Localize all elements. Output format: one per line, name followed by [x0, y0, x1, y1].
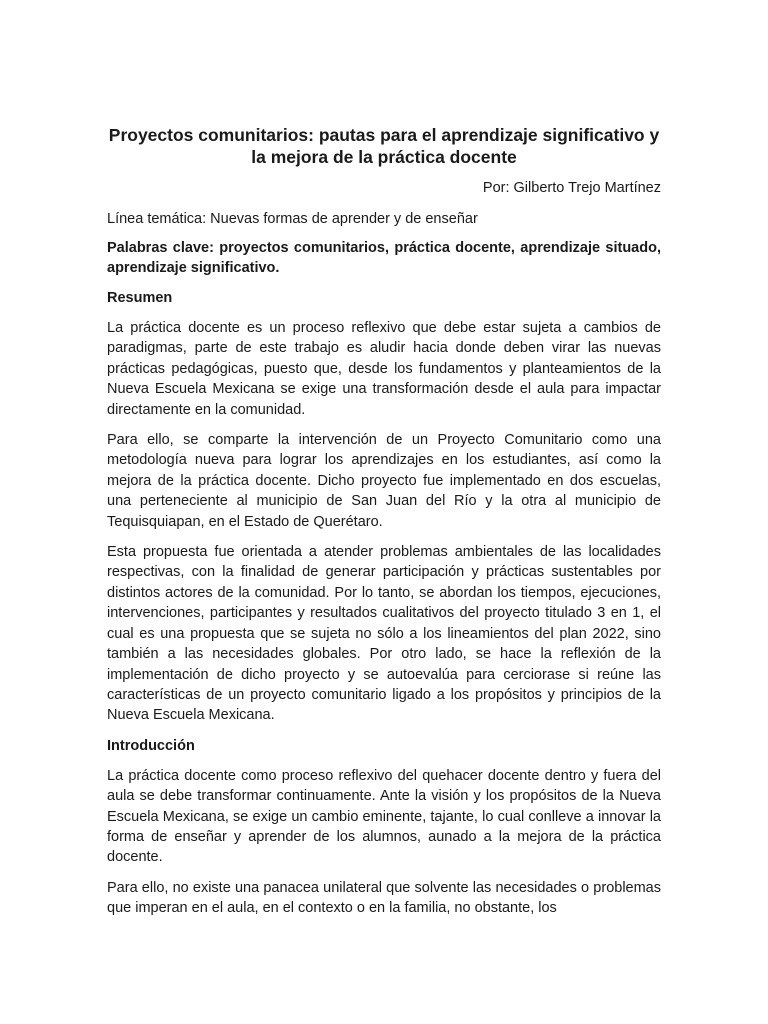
resumen-paragraph: Esta propuesta fue orientada a atender problemas ambientales de las localidades respectivas, con la finalidad de generar participación y prácticas sustentables por distintos actores de la comunidad. Por lo tanto, se abordan los tiempos, ejecuciones, intervenciones, participantes y resultados cualitativos del proyecto titulado 3 en 1, el cual es una propuesta que se sujeta no sólo a los lineamientos del plan 2022, sino también a las necesidades globales. Por otro lado, se hace la reflexión de la implementación de dicho proyecto y se autoevalúa para cerciorase si reúne las características de un proyecto comunitario ligado a los propósitos y principios de la Nueva Escuela Mexicana. [107, 544, 661, 724]
author-line: Por: Gilberto Trejo Martínez [482, 180, 661, 196]
resumen-paragraph: Para ello, se comparte la intervención de un Proyecto Comunitario como una metodología nueva para lograr los aprendizajes en los estudiantes, así como la mejora de la práctica docente. Dicho proyecto fue implementado en dos escuelas, una perteneciente al municipio de San Juan del Río y la otra al municipio de Tequisquiapan, en el Estado de Querétaro. [107, 432, 661, 530]
thematic-line: Línea temática: Nuevas formas de aprender y de enseñar [107, 211, 478, 227]
document-title: Proyectos comunitarios: pautas para el aprendizaje significativo y la mejora de la práctica docente [108, 125, 660, 167]
document-page [107, 124, 661, 919]
resumen-paragraph: La práctica docente es un proceso reflexivo que debe estar sujeta a cambios de paradigmas, parte de este trabajo es aludir hacia donde deben virar las nuevas prácticas pedagógicas, puesto que, desde los fundamentos y planteamientos de la Nueva Escuela Mexicana se exige una transformación desde el aula para impactar directamente en la comunidad. [107, 320, 661, 418]
section-heading-introduccion: Introducción [107, 737, 195, 754]
keywords: Palabras clave: proyectos comunitarios, práctica docente, aprendizaje situado, aprendizaje significativo. [107, 240, 661, 276]
section-heading-resumen: Resumen [107, 290, 173, 306]
introduccion-paragraph: Para ello, no existe una panacea unilateral que solvente las necesidades o problemas que imperan en el aula, en el contexto o en la familia, no obstante, los [107, 879, 661, 917]
introduccion-paragraph: La práctica docente como proceso reflexivo del quehacer docente dentro y fuera del aula se debe transformar continuamente. Ante la visión y los propósitos de la Nueva Escuela Mexicana, se exige un cambio eminente, tajante, lo cual conlleve a innovar la forma de enseñar y aprender de los alumnos, aunado a la mejora de la práctica docente. [107, 767, 661, 866]
